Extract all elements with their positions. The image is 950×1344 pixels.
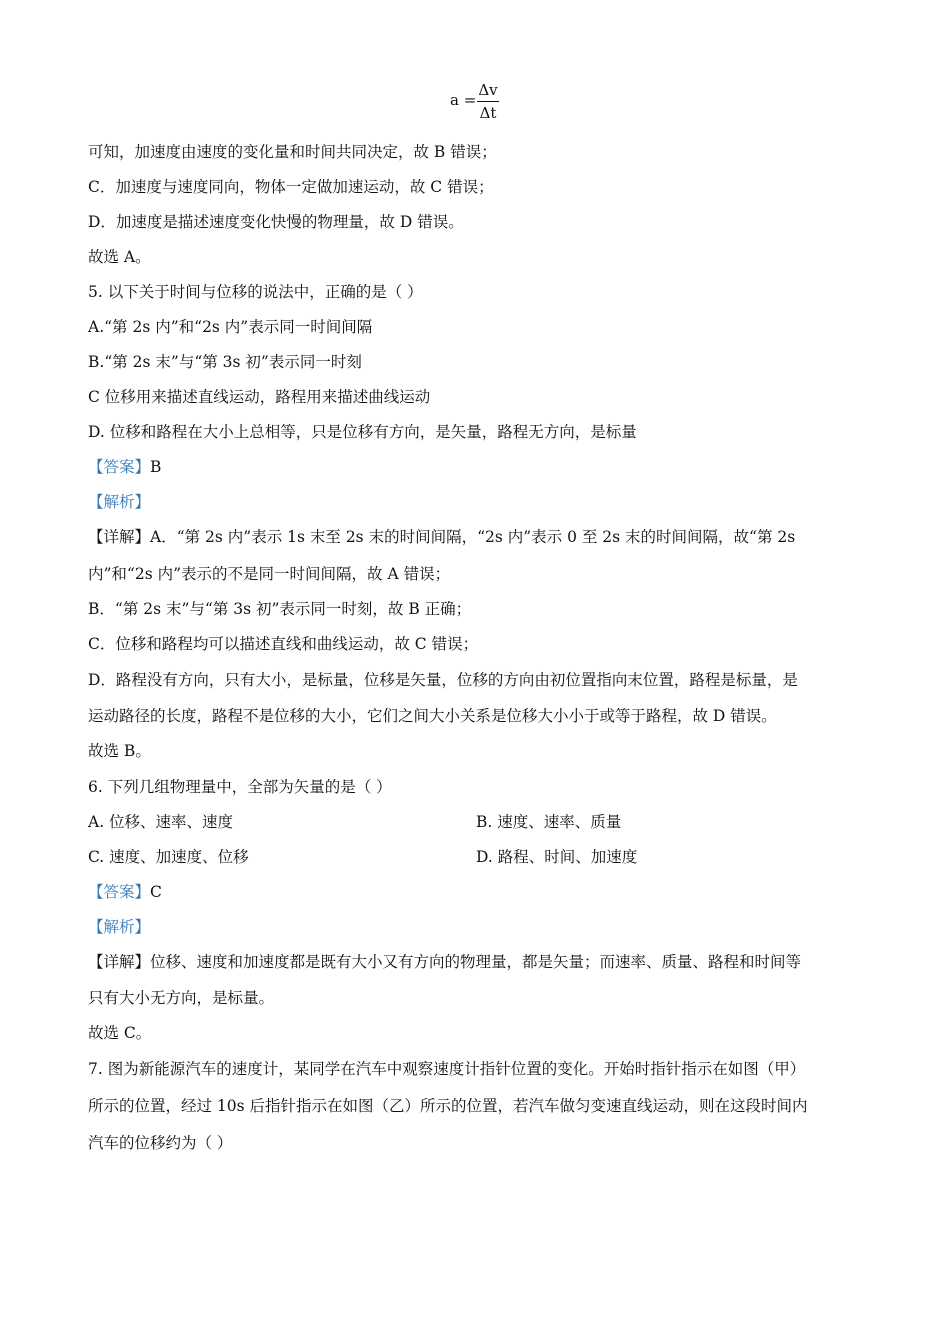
q6-analysis-heading	[88, 917, 150, 937]
q5-stem: 5. 以下关于时间与位移的说法中，正确的是（ ）	[88, 283, 423, 301]
analysis-tag: 【解析】	[88, 918, 151, 936]
q5-option-d: D. 位移和路程在大小上总相等，只是位移有方向，是矢量，路程无方向，是标量	[88, 423, 637, 441]
q6-detail-line: 只有大小无方向，是标量。	[88, 989, 275, 1007]
acceleration-formula	[450, 80, 510, 126]
q6-answer	[88, 882, 162, 902]
q5-conclusion: 故选 B。	[88, 742, 151, 760]
q4-text-line: 可知，加速度由速度的变化量和时间共同决定，故 B 错误；	[88, 143, 497, 161]
q5-detail-line: B．“第 2s 末”与“第 3s 初”表示同一时刻，故 B 正确；	[88, 600, 472, 618]
answer-tag: 【答案】	[88, 883, 151, 901]
q4-conclusion: 故选 A。	[88, 248, 151, 266]
q5-answer	[88, 457, 161, 477]
formula-denominator: Δt	[479, 104, 497, 122]
q6-option-c: C. 速度、加速度、位移	[88, 848, 249, 866]
q5-detail-line: D．路程没有方向，只有大小，是标量，位移是矢量，位移的方向由初位置指向末位置，路程是标量，是	[88, 671, 798, 689]
fraction-bar	[477, 101, 499, 102]
analysis-tag: 【解析】	[88, 493, 151, 511]
q5-detail-line: 内”和“2s 内”表示的不是同一时间间隔，故 A 错误；	[88, 565, 451, 583]
detail-tag: 【详解】	[88, 953, 151, 971]
q5-detail-line: 运动路径的长度，路程不是位移的大小，它们之间大小关系是位移大小小于或等于路程，故 D 错误。	[88, 707, 777, 725]
detail-text: 位移、速度和加速度都是既有大小又有方向的物理量，都是矢量；而速率、质量、路程和时间等	[150, 953, 802, 971]
q6-stem: 6. 下列几组物理量中，全部为矢量的是（ ）	[88, 778, 392, 796]
q5-detail-line	[88, 527, 795, 547]
answer-tag: 【答案】	[88, 458, 151, 476]
formula-lhs: a =	[450, 91, 477, 109]
q5-detail-line: C．位移和路程均可以描述直线和曲线运动，故 C 错误；	[88, 635, 479, 653]
q5-analysis-heading	[88, 492, 150, 512]
q6-option-a: A. 位移、速率、速度	[88, 813, 234, 831]
answer-value: B	[150, 458, 162, 476]
q5-option-b: B.“第 2s 末”与“第 3s 初”表示同一时刻	[88, 353, 362, 371]
answer-value: C	[150, 883, 162, 901]
q6-detail-line	[88, 952, 801, 972]
q7-stem-line: 7. 图为新能源汽车的速度计，某同学在汽车中观察速度计指针位置的变化。开始时指针指示在如图（甲）	[88, 1060, 806, 1078]
q4-text-line: D．加速度是描述速度变化快慢的物理量，故 D 错误。	[88, 213, 464, 231]
formula-numerator: Δv	[478, 81, 498, 99]
detail-tag: 【详解】	[88, 528, 151, 546]
q6-conclusion: 故选 C。	[88, 1024, 152, 1042]
q7-stem-line: 所示的位置，经过 10s 后指针指示在如图（乙）所示的位置，若汽车做匀变速直线运动，则在这段时间内	[88, 1097, 808, 1115]
formula-fraction	[477, 80, 499, 123]
q7-stem-line: 汽车的位移约为（ ）	[88, 1134, 233, 1152]
q4-text-line: C．加速度与速度同向，物体一定做加速运动，故 C 错误；	[88, 178, 494, 196]
detail-text: A．“第 2s 内”表示 1s 末至 2s 末的时间间隔，“2s 内”表示 0 至 2s 末的时间间隔，故“第 2s	[150, 528, 796, 546]
q5-option-a: A.“第 2s 内”和“2s 内”表示同一时间间隔	[88, 318, 373, 336]
q5-option-c: C 位移用来描述直线运动，路程用来描述曲线运动	[88, 388, 431, 406]
q6-option-b: B. 速度、速率、质量	[476, 813, 622, 831]
q6-option-d: D. 路程、时间、加速度	[476, 848, 638, 866]
